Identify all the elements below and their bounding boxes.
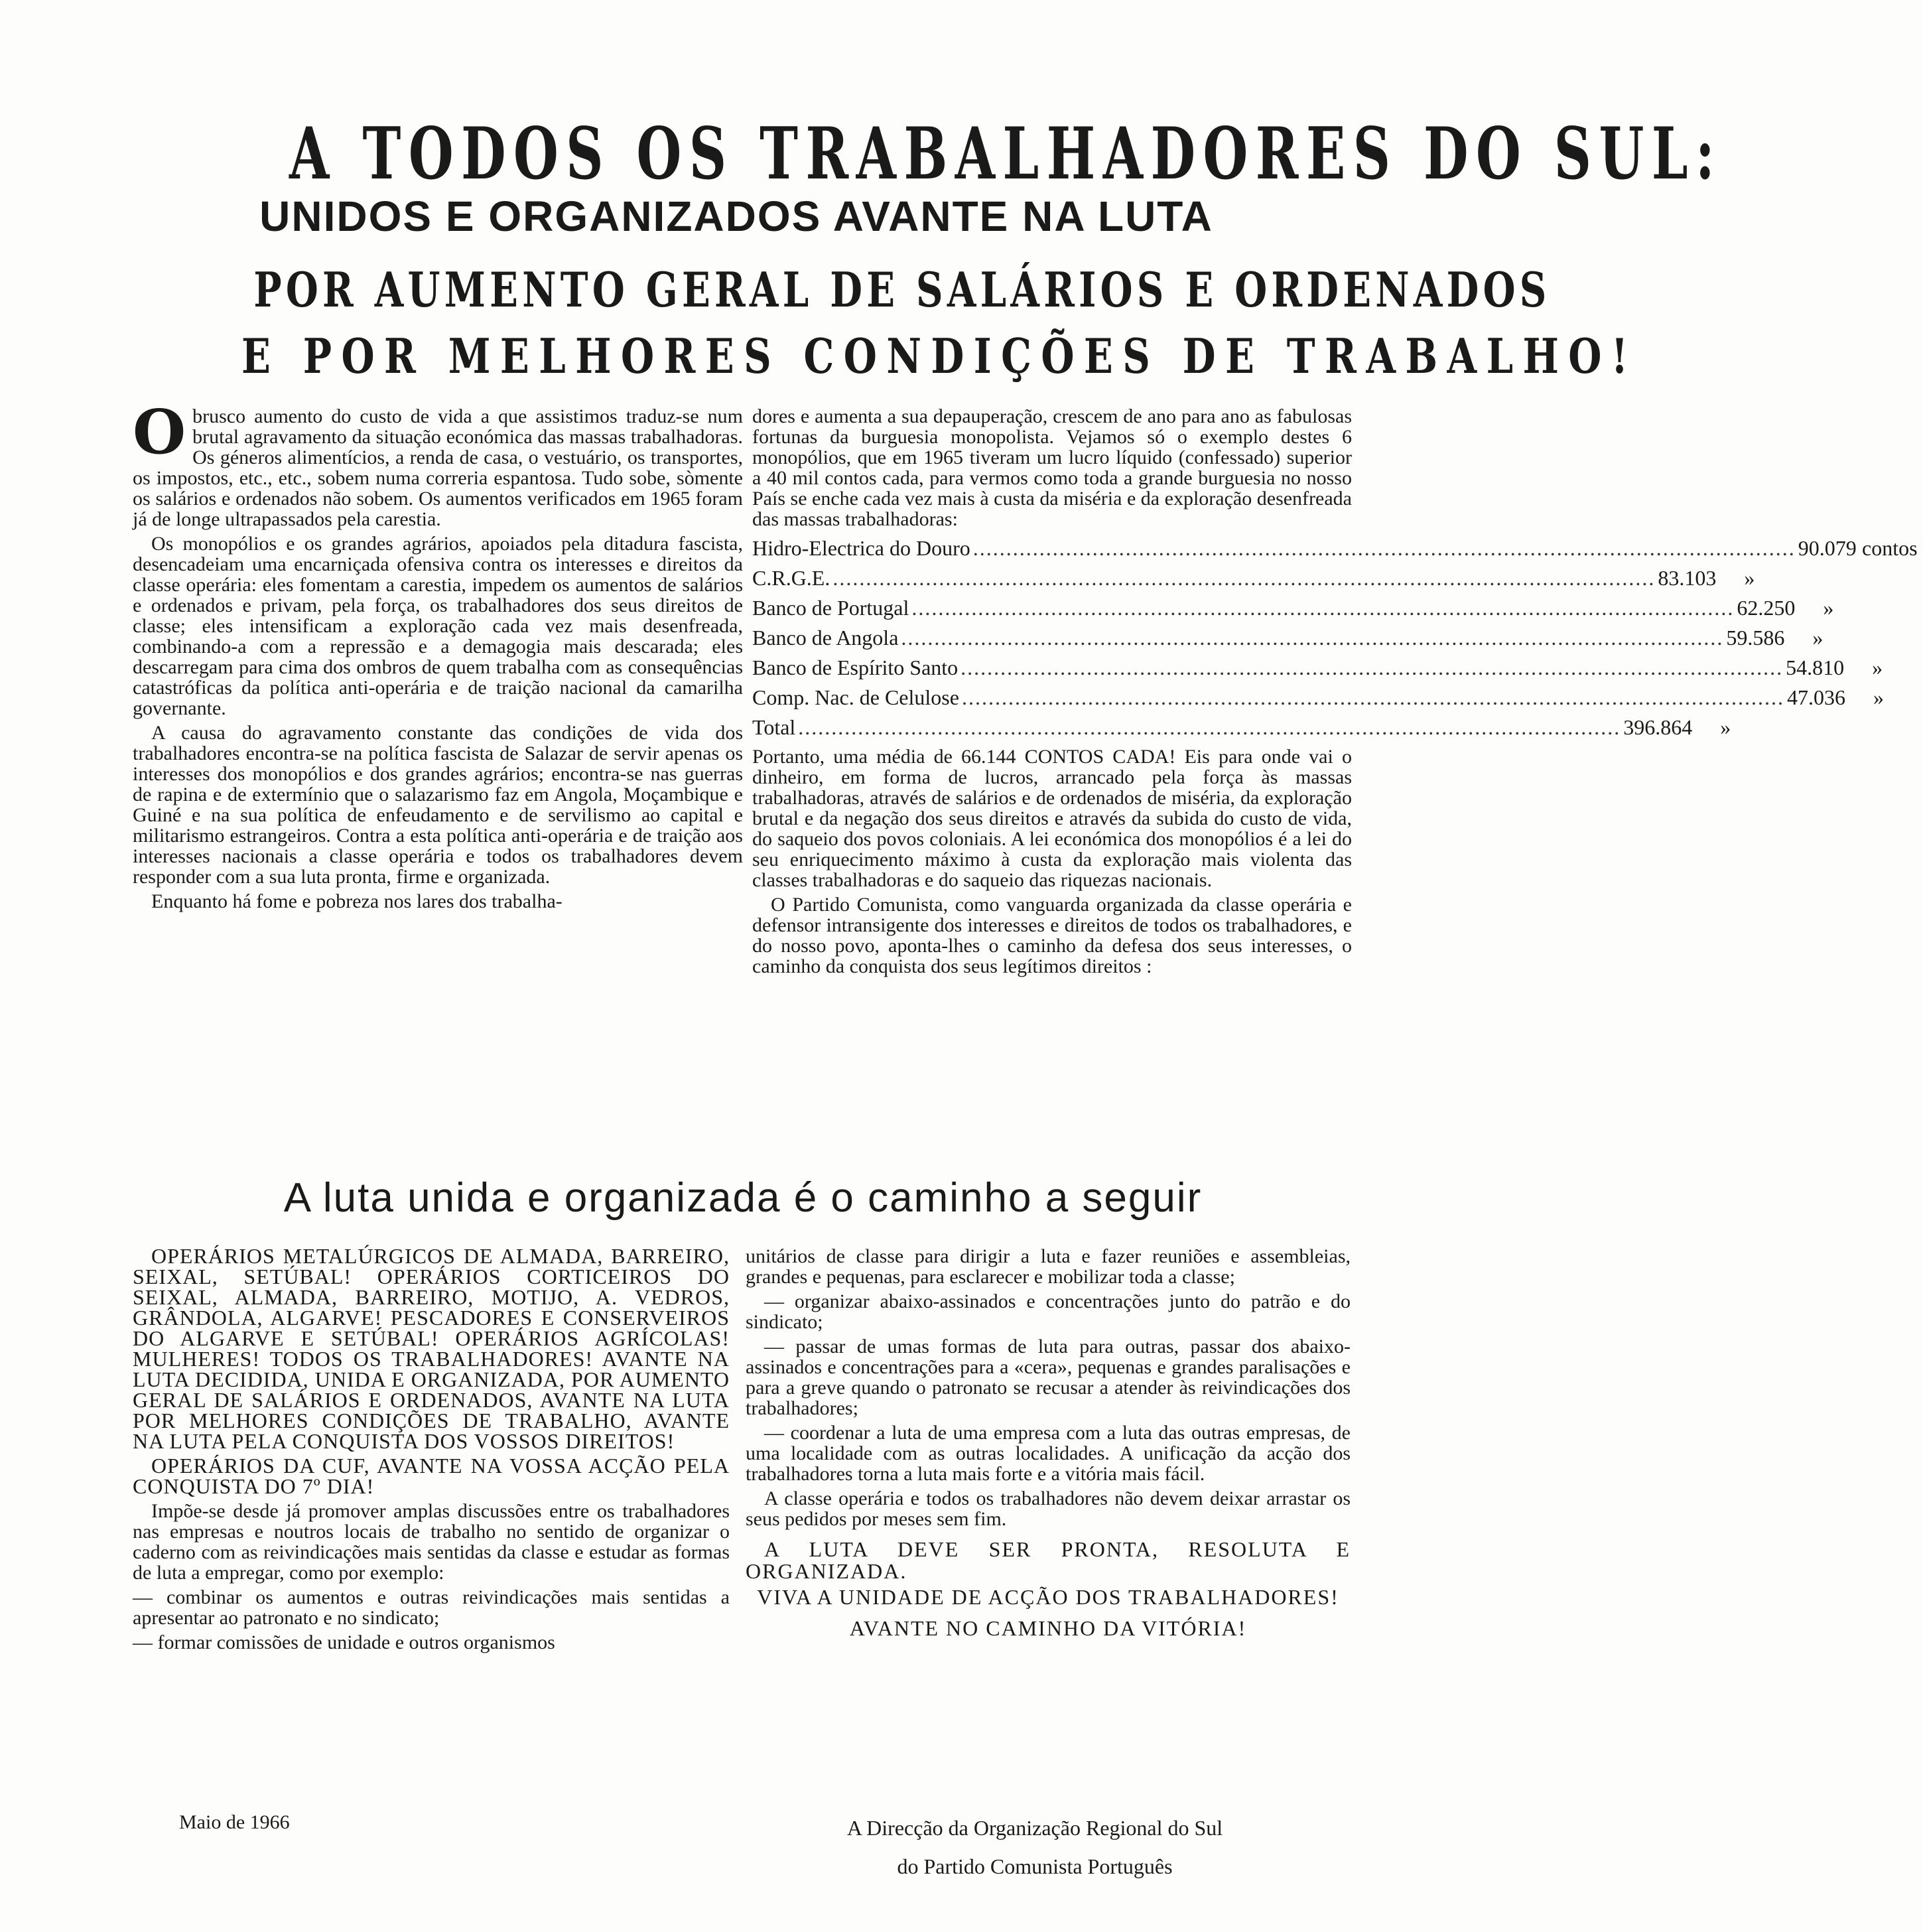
top-right-column (752, 405, 1918, 981)
table-row (752, 683, 1884, 713)
slogan-prompt-struggle: A LUTA DEVE SER PRONTA, RESOLUTA E ORGANIZADA. (746, 1537, 1351, 1583)
headline-line-4: E POR MELHORES CONDIÇÕES DE TRABALHO! (241, 328, 1638, 384)
table-row (752, 563, 1755, 593)
profit-unit: » (1744, 566, 1755, 590)
list-item: — combinar os aumentos e outras reivindicações mais sentidas a apresentar ao patronato e no sindicato; (133, 1586, 730, 1629)
headline-line-2: UNIDOS E ORGANIZADOS AVANTE NA LUTA (259, 192, 1213, 240)
leader-dots (898, 623, 1726, 653)
leader-dots (970, 533, 1798, 563)
leader-dots (830, 563, 1658, 593)
table-row-total (752, 713, 1731, 742)
profit-value: 47.036 (1786, 685, 1845, 709)
paragraph-unitary: unitários de classe para dirigir a luta e fazer reuniões e assembleias, grandes e pequenas, para esclarecer e mobilizar toda a classe; (746, 1245, 1351, 1288)
profit-value: 62.250 (1737, 596, 1796, 620)
profit-value: 90.079 (1798, 536, 1857, 560)
profit-unit: » (1873, 685, 1884, 709)
company-name: Banco de Portugal (752, 596, 909, 620)
intro-paragraph (133, 396, 743, 530)
leader-dots (959, 683, 1787, 713)
paragraph-party: O Partido Comunista, como vanguarda organizada da classe operária e defensor intransigente dos interesses e direitos de todos os trabalhadores, e do nosso povo, aponta-lhes o caminho da defesa dos seus interesses, o caminho da conquista dos seus legítimos direitos : (752, 894, 1352, 977)
paragraph-monopolies: Os monopólios e os grandes agrários, apoiados pela ditadura fascista, desencadeiam uma encarniçada ofensiva contra os interesses e direitos da classe operária: eles fomentam a carestia, impedem os aumentos de salários e ordenados e privam, pela força, os trabalhadores dos seus direitos de classe; eles intensificam a exploração cada vez mais desenfreada, combinando-a com a repressão e a demagogia mais descarada; eles descarregam para cima dos ombros de quem trabalha com as consequências catastróficas da política anti-operária e de traição nacional da camarilha governante. (133, 533, 743, 719)
table-row (752, 593, 1834, 623)
list-item: — coordenar a luta de uma empresa com a luta das outras empresas, de uma localidade com as outras localidades. A unificação da acção dos trabalhadores torna a luta mais forte e a vitória mais fácil. (746, 1422, 1351, 1485)
profit-unit: » (1823, 596, 1834, 620)
list-item: — passar de umas formas de luta para outras, passar dos abaixo-assinados e concentrações para a «cera», pequenas e grandes paralisações e para a greve quando o patronato se recusar a atender às reivindicações dos trabalhadores; (746, 1336, 1351, 1419)
appeal-workers: OPERÁRIOS METALÚRGICOS DE ALMADA, BARREIRO, SEIXAL, SETÚBAL! OPERÁRIOS CORTICEIROS DO SEIXAL, ALMADA, BARREIRO, MOTIJO, A. VEDROS, GRÂNDOLA, ALGARVE! PESCADORES E CONSERVEIROS DO ALGARVE E SETÚBAL! OPERÁRIOS AGRÍCOLAS! MULHERES! TODOS OS TRABALHADORES! AVANTE NA LUTA DECIDIDA, UNIDA E ORGANIZADA, POR AUMENTO GERAL DE SALÁRIOS E ORDENADOS, AVANTE NA LUTA POR MELHORES CONDIÇÕES DE TRABALHO, AVANTE NA LUTA PELA CONQUISTA DOS VOSSOS DIREITOS! (133, 1244, 730, 1453)
bottom-left-column (133, 1246, 730, 1657)
intro-text: brusco aumento do custo de vida a que assistimos traduz-se num brutal agravamento da situação económica das massas trabalhadoras. Os géneros alimentícios, a renda de casa, o vestuário, os transportes, os impostos, etc., etc., sobem numa correria espantosa. Tudo sobe, sòmente os salários e ordenados não sobem. Os aumentos verificados em 1965 foram já de longe ultrapassados pela carestia. (133, 405, 743, 530)
slogan-victory: AVANTE NO CAMINHO DA VITÓRIA! (849, 1616, 1247, 1640)
company-name: Banco de Angola (752, 626, 899, 650)
profit-value: 83.103 (1658, 566, 1717, 590)
table-row (752, 623, 1824, 653)
list-item: — organizar abaixo-assinados e concentrações junto do patrão e do sindicato; (746, 1290, 1351, 1333)
drop-cap: O (133, 396, 186, 468)
leader-dots (909, 593, 1737, 623)
list-item: — formar comissões de unidade e outros organismos (133, 1631, 555, 1653)
company-name: Hidro-Electrica do Douro (752, 536, 970, 560)
paragraph-cause: A causa do agravamento constante das condições de vida dos trabalhadores encontra-se na política fascista de Salazar de servir apenas os interesses dos monopólios e dos grandes agrários; encontra-se nas guerras de rapina e de extermínio que o salazarismo faz em Angola, Moçambique e Guiné e na sua política de enfeudamento e de servilismo ao capital e militarismo estrangeiros. Contra a esta política anti-operária e de traição aos interesses nacionais a classe operária e todos os trabalhadores devem responder com a sua luta pronta, firme e organizada. (133, 722, 743, 888)
total-unit: » (1720, 715, 1731, 739)
leader-dots (795, 713, 1623, 742)
profit-value: 59.586 (1726, 626, 1785, 650)
paragraph-no-delay: A classe operária e todos os trabalhadores não devem deixar arrastar os seus pedidos por meses sem fim. (746, 1487, 1351, 1530)
paragraph-hunger: Enquanto há fome e pobreza nos lares dos trabalha- (151, 890, 563, 912)
paragraph-average: Portanto, uma média de 66.144 CONTOS CADA! Eis para onde vai o dinheiro, em forma de lucros, arrancado pela força às massas trabalhadoras, através de salários e de ordenados de miséria, da exploração brutal e da negação dos seus direitos e através da subida do custo de vida, do saqueio dos povos coloniais. A lei económica dos monopólios é a lei do seu enriquecimento máximo à custa da exploração mais violenta das classes trabalhadoras e do saqueio das riquezas nacionais. (752, 746, 1352, 891)
total-label: Total (752, 715, 796, 739)
total-value: 396.864 (1623, 715, 1693, 739)
profit-unit: contos (1861, 536, 1918, 560)
publication-date: Maio de 1966 (179, 1811, 290, 1833)
headline-line-1: A TODOS OS TRABALHADORES DO SUL: (289, 112, 1723, 196)
table-row (752, 653, 1883, 683)
signature-block (756, 1809, 1313, 1886)
bottom-right-column (746, 1246, 1351, 1643)
profit-unit: » (1812, 626, 1824, 650)
table-row (752, 533, 1918, 563)
leader-dots (958, 653, 1786, 683)
company-name: Comp. Nac. de Celulose (752, 685, 959, 709)
monopoly-profit-table (752, 533, 1918, 742)
headline-line-3: POR AUMENTO GERAL DE SALÁRIOS E ORDENADOS (253, 261, 1551, 318)
profit-value: 54.810 (1786, 656, 1845, 679)
company-name: C.R.G.E. (752, 566, 830, 590)
paragraph-fortunes: dores e aumenta a sua depauperação, crescem de ano para ano as fabulosas fortunas da burguesia monopolista. Vejamos só o exemplo destes 6 monopólios, que em 1965 tiveram um lucro líquido (confessado) superior a 40 mil contos cada, para vermos como toda a grande burguesia no nosso País se enche cada vez mais à custa da miséria e da exploração desenfreada das massas trabalhadoras: (752, 405, 1352, 530)
signature-line-2: do Partido Comunista Português (897, 1854, 1173, 1878)
signature-line-1: A Direcção da Organização Regional do Sul (846, 1816, 1223, 1840)
top-left-column (133, 396, 743, 916)
company-name: Banco de Espírito Santo (752, 656, 959, 679)
profit-unit: » (1872, 656, 1883, 679)
paragraph-discussions: Impõe-se desde já promover amplas discussões entre os trabalhadores nas empresas e noutros locais de trabalho no sentido de organizar o caderno com as reivindicações mais sentidas da classe e estudar as formas de luta a empregar, como por exemplo: (133, 1500, 730, 1584)
section-subheading: A luta unida e organizada é o caminho a seguir (283, 1175, 1203, 1221)
appeal-cuf: OPERÁRIOS DA CUF, AVANTE NA VOSSA ACÇÃO PELA CONQUISTA DO 7º DIA! (133, 1454, 730, 1498)
slogan-unity: VIVA A UNIDADE DE ACÇÃO DOS TRABALHADORES! (757, 1585, 1339, 1609)
